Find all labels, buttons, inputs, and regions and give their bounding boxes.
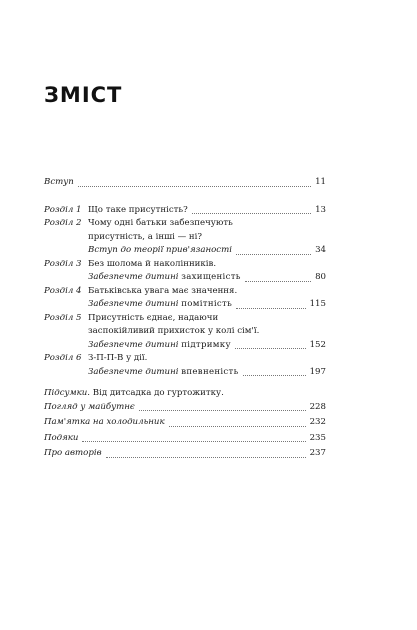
toc-entry-subtitle-keyword: підтримку bbox=[181, 339, 231, 350]
toc-entry-chapter-6[interactable] bbox=[44, 352, 326, 379]
chapter-label: Розділ 2 bbox=[44, 218, 82, 228]
table-of-contents bbox=[44, 176, 326, 461]
toc-page-number: 34 bbox=[315, 245, 326, 255]
toc-entry-back-3[interactable] bbox=[44, 447, 326, 461]
chapter-label: Розділ 1 bbox=[44, 204, 82, 215]
dot-leader bbox=[106, 457, 306, 458]
toc-page-number: 232 bbox=[309, 417, 326, 427]
toc-entry-subtitle: Погляд у майбутнє bbox=[44, 401, 135, 412]
toc-entry-back-2[interactable] bbox=[44, 432, 326, 446]
toc-entry-summary[interactable] bbox=[44, 387, 326, 414]
toc-entry-title: Що таке присутність? bbox=[88, 204, 188, 215]
dot-leader bbox=[236, 254, 311, 255]
dot-leader bbox=[139, 410, 306, 411]
toc-page-number: 237 bbox=[309, 448, 326, 458]
toc-page-number: 13 bbox=[315, 204, 326, 215]
toc-entry-title: Батьківська увага має значення. bbox=[88, 285, 238, 296]
toc-entry-subtitle-lead: Забезпечте дитині bbox=[88, 339, 179, 350]
toc-entry-chapter-5[interactable] bbox=[44, 312, 326, 353]
dot-leader bbox=[243, 375, 306, 376]
toc-page-number: 11 bbox=[315, 177, 326, 187]
toc-heading: ЗМІСТ bbox=[44, 83, 123, 107]
dot-leader bbox=[78, 186, 311, 187]
toc-entry-subtitle-lead: Забезпечте дитині bbox=[88, 272, 179, 282]
chapter-label: Розділ 3 bbox=[44, 258, 82, 269]
chapter-label: Розділ 6 bbox=[44, 353, 82, 363]
toc-entry-back-1[interactable] bbox=[44, 416, 326, 430]
toc-entry-title: Подяки bbox=[44, 432, 79, 443]
toc-page-number: 235 bbox=[309, 432, 326, 443]
toc-entry-chapter-4[interactable] bbox=[44, 285, 326, 312]
toc-entry-title-line-1: Чому одні батьки забезпечують bbox=[88, 218, 233, 228]
toc-entry-title-line-2: присутність, а інші — ні? bbox=[88, 231, 202, 242]
toc-entry-subtitle: Вступ до теорії прив'язаності bbox=[88, 245, 232, 255]
toc-entry-title: Пам'ятка на холодильник bbox=[44, 417, 165, 427]
toc-entry-subtitle-keyword: захищеність bbox=[181, 272, 241, 282]
summary-title: Від дитсадка до гуртожитку. bbox=[92, 388, 224, 398]
toc-page-number: 80 bbox=[315, 272, 326, 282]
toc-entry-subtitle-keyword: впевненість bbox=[181, 366, 239, 377]
toc-page-number: 228 bbox=[309, 401, 326, 412]
toc-page-number: 152 bbox=[309, 339, 326, 350]
toc-page-number: 115 bbox=[309, 299, 326, 309]
toc-entry-title-line-1: Присутність єднає, надаючи bbox=[88, 312, 219, 323]
toc-entry-intro[interactable] bbox=[44, 176, 326, 190]
toc-entry-subtitle-lead: Забезпечте дитині bbox=[88, 299, 179, 309]
toc-entry-subtitle-keyword: помітність bbox=[181, 299, 233, 309]
toc-entry-title: Без шолома й наколінників. bbox=[88, 258, 217, 269]
dot-leader bbox=[82, 441, 305, 442]
toc-entry-chapter-1[interactable] bbox=[44, 204, 326, 218]
chapter-label: Розділ 5 bbox=[44, 312, 82, 323]
toc-entry-title: Вступ bbox=[44, 177, 74, 187]
toc-page-number: 197 bbox=[309, 366, 326, 377]
toc-entry-title: З-П-П-В у дії. bbox=[88, 353, 148, 363]
toc-entry-title: Про авторів bbox=[44, 448, 102, 458]
dot-leader bbox=[245, 281, 311, 282]
summary-lead: Підсумки. bbox=[44, 388, 91, 398]
dot-leader bbox=[235, 348, 306, 349]
toc-entry-subtitle-lead: Забезпечте дитині bbox=[88, 366, 179, 377]
toc-entry-title-line-2: заспокійливий прихисток у колі сім'ї. bbox=[88, 326, 260, 336]
dot-leader bbox=[236, 308, 306, 309]
dot-leader bbox=[169, 426, 306, 427]
toc-entry-chapter-3[interactable] bbox=[44, 258, 326, 285]
dot-leader bbox=[192, 213, 311, 214]
toc-entry-chapter-2[interactable] bbox=[44, 217, 326, 258]
chapter-label: Розділ 4 bbox=[44, 285, 82, 296]
